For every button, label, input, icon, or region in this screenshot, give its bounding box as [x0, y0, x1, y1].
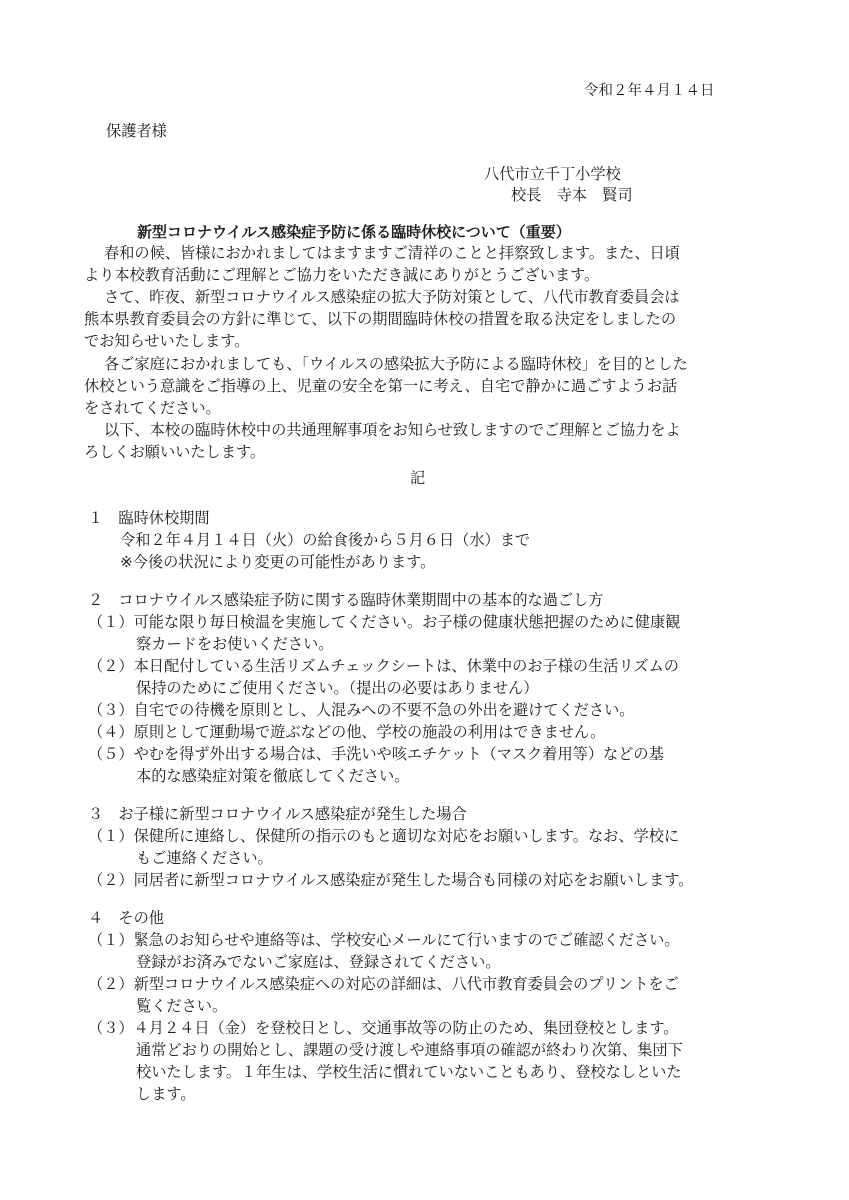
- section-2-line: （２）本日配付している生活リズムチェックシートは、休業中のお子様の生活リズムの: [88, 657, 679, 675]
- section-2-line: 本的な感染症対策を徹底してください。: [136, 767, 410, 785]
- intro-line: 以下、本校の臨時休校中の共通理解事項をお知らせ致しますのでご理解とご協力をよ: [104, 421, 681, 439]
- section-4-line: 校いたします。１年生は、学校生活に慣れていないこともあり、登校なしといた: [136, 1063, 682, 1081]
- section-4-line: （３）４月２４日（金）を登校日とし、交通事故等の防止のため、集団登校とします。: [88, 1019, 679, 1037]
- section-3-line: もご連絡ください。: [136, 849, 273, 867]
- section-4-line: （１）緊急のお知らせや連絡等は、学校安心メールにて行いますのでご確認ください。: [88, 931, 680, 949]
- section-2-heading: ２ コロナウイルス感染症予防に関する臨時休業期間中の基本的な過ごし方: [88, 591, 604, 609]
- section-2-line: （５）やむを得ず外出する場合は、手洗いや咳エチケット（マスク着用等）などの基: [88, 745, 664, 763]
- section-3-line: （２）同居者に新型コロナウイルス感染症が発生した場合も同様の対応をお願いします。: [88, 871, 694, 889]
- intro-line: 各ご家庭におかれましても、「ウイルスの感染拡大予防による臨時休校」を目的とした: [104, 355, 688, 373]
- section-2-line: 察カードをお使いください。: [136, 635, 334, 653]
- section-1-line: ※今後の状況により変更の可能性があります。: [120, 553, 436, 571]
- intro-line: 熊本県教育委員会の方針に準じて、以下の期間臨時休校の措置を取る決定をしましたの: [84, 310, 677, 328]
- intro-line: ろしくお願いいたします。: [84, 443, 266, 461]
- school-name: 八代市立千丁小学校: [484, 165, 621, 183]
- section-4-line: 登録がお済みでないご家庭は、登録されてください。: [136, 953, 501, 971]
- section-2-line: （１）可能な限り毎日検温を実施してください。お子様の健康状態把握のために健康観: [88, 613, 681, 631]
- page-title: 新型コロナウイルス感染症予防に係る臨時休校について（重要）: [137, 223, 571, 241]
- section-3-line: （１）保健所に連絡し、保健所の指示のもと適切な対応をお願いします。なお、学校に: [88, 827, 680, 845]
- intro-line: さて、昨夜、新型コロナウイルス感染症の拡大予防対策として、八代市教育委員会は: [104, 288, 680, 306]
- recipient: 保護者様: [106, 122, 167, 140]
- intro-line: をされてください。: [84, 399, 221, 417]
- section-2-line: （４）原則として運動場で遊ぶなどの他、学校の施設の利用はできません。: [88, 723, 606, 741]
- section-1-heading: １ 臨時休校期間: [88, 509, 210, 527]
- section-4-heading: ４ その他: [88, 909, 164, 927]
- intro-line: より本校教育活動にご理解とご協力をいただき誠にありがとうございます。: [84, 266, 600, 284]
- section-2-line: （３）自宅での待機を原則とし、人混みへの不要不急の外出を避けてください。: [88, 701, 635, 719]
- section-3-heading: ３ お子様に新型コロナウイルス感染症が発生した場合: [88, 805, 467, 823]
- section-2-line: 保持のためにご使用ください。（提出の必要はありません）: [136, 679, 539, 697]
- section-4-line: します。: [136, 1085, 196, 1103]
- section-4-line: （２）新型コロナウイルス感染症への対応の詳細は、八代市教育委員会のプリントをご: [88, 975, 679, 993]
- intro-line: 休校という意識をご指導の上、児童の安全を第一に考え、自宅で静かに過ごすようお話: [84, 377, 678, 395]
- section-4-line: 通常どおりの開始とし、課題の受け渡しや連絡事項の確認が終わり次第、集団下: [136, 1041, 683, 1059]
- intro-line: 春和の候、皆様におかれましてはますますご清祥のことと拝察致します。また、日頃: [104, 244, 680, 262]
- intro-line: でお知らせいたします。: [84, 332, 250, 350]
- section-1-line: 令和２年４月１４日（火）の給食後から５月６日（水）まで: [120, 531, 531, 549]
- section-4-line: 覧ください。: [136, 997, 228, 1015]
- principal-name: 校長 寺本 賢司: [511, 186, 633, 204]
- ki-marker: 記: [410, 469, 426, 487]
- date: 令和２年４月１４日: [584, 83, 715, 99]
